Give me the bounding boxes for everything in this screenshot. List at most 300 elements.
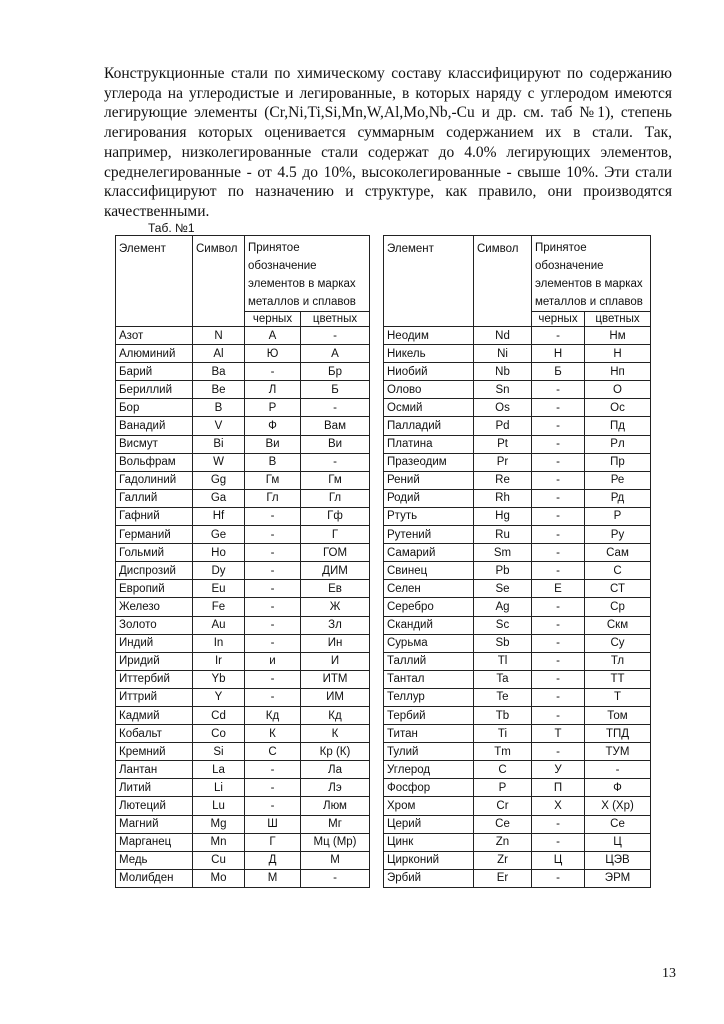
element-symbol: Ir xyxy=(193,652,245,670)
element-symbol: Fe xyxy=(193,598,245,616)
nonferrous-designation: Кд xyxy=(301,706,370,724)
nonferrous-designation: Г xyxy=(301,526,370,544)
ferrous-designation: Ц xyxy=(532,851,585,869)
element-name: Эрбий xyxy=(384,869,474,887)
table-row xyxy=(384,634,651,652)
ferrous-designation: Гм xyxy=(245,471,301,489)
ferrous-designation: - xyxy=(532,399,585,417)
nonferrous-designation: Се xyxy=(585,815,651,833)
element-name: Лютеций xyxy=(116,797,193,815)
table-row xyxy=(384,688,651,706)
table-row xyxy=(384,327,651,345)
element-symbol: Os xyxy=(474,399,532,417)
element-name: Бор xyxy=(116,399,193,417)
ferrous-designation: - xyxy=(532,833,585,851)
ferrous-designation: - xyxy=(245,688,301,706)
header-element: Элемент xyxy=(116,236,193,327)
table-row xyxy=(384,869,651,887)
table-row xyxy=(116,562,370,580)
ferrous-designation: У xyxy=(532,761,585,779)
nonferrous-designation: О xyxy=(585,381,651,399)
element-symbol: Sb xyxy=(474,634,532,652)
element-symbol: Ge xyxy=(193,526,245,544)
ferrous-designation: Б xyxy=(532,363,585,381)
table-row xyxy=(384,652,651,670)
element-name: Индий xyxy=(116,634,193,652)
element-symbol: Tl xyxy=(474,652,532,670)
nonferrous-designation: Су xyxy=(585,634,651,652)
nonferrous-designation: ИМ xyxy=(301,688,370,706)
element-symbol: Li xyxy=(193,779,245,797)
nonferrous-designation: ЭРМ xyxy=(585,869,651,887)
element-name: Родий xyxy=(384,489,474,507)
element-symbol: Pr xyxy=(474,453,532,471)
nonferrous-designation: СТ xyxy=(585,580,651,598)
nonferrous-designation: И xyxy=(301,652,370,670)
header-ferrous: черных xyxy=(532,312,585,327)
table-row xyxy=(116,327,370,345)
element-symbol: Ti xyxy=(474,725,532,743)
element-symbol: Be xyxy=(193,381,245,399)
table-row xyxy=(384,399,651,417)
element-name: Литий xyxy=(116,779,193,797)
element-name: Иридий xyxy=(116,652,193,670)
ferrous-designation: - xyxy=(245,507,301,525)
nonferrous-designation: Ру xyxy=(585,526,651,544)
ferrous-designation: - xyxy=(245,634,301,652)
ferrous-designation: П xyxy=(532,779,585,797)
table-row xyxy=(116,489,370,507)
element-symbol: Nb xyxy=(474,363,532,381)
nonferrous-designation: Люм xyxy=(301,797,370,815)
table-row xyxy=(116,652,370,670)
ferrous-designation: - xyxy=(532,327,585,345)
element-name: Европий xyxy=(116,580,193,598)
table-row xyxy=(116,526,370,544)
elements-table-right xyxy=(383,235,651,888)
table-row xyxy=(116,725,370,743)
table-row xyxy=(384,706,651,724)
table-row xyxy=(116,435,370,453)
table-row xyxy=(116,761,370,779)
nonferrous-designation: Пр xyxy=(585,453,651,471)
nonferrous-designation: К xyxy=(301,725,370,743)
element-name: Магний xyxy=(116,815,193,833)
header-symbol: Символ xyxy=(193,236,245,327)
ferrous-designation: - xyxy=(245,779,301,797)
element-name: Железо xyxy=(116,598,193,616)
element-symbol: Eu xyxy=(193,580,245,598)
element-symbol: Te xyxy=(474,688,532,706)
element-name: Цирконий xyxy=(384,851,474,869)
header-designation: Принятое обозначение элементов в марках металлов и сплавов xyxy=(245,236,370,312)
nonferrous-designation: Скм xyxy=(585,616,651,634)
ferrous-designation: - xyxy=(245,526,301,544)
body-paragraph: Конструкционные стали по химическому составу классифицируют по содержанию углерода на углеродистые и легированные, в которых наряду с углеродом имеются легирующие элементы (Cr,Ni,Ti,Si,Mn,W,Al,Mo,Nb,-Cu и др. см. таб №1), степень легирования которых оценивается суммарным содержанием их в стали. Так, например, низколегированные стали содержат до 4.0% легирующих элементов, среднелегированные - от 4.5 до 10%, высоколегированные - свыше 10%. Эти стали классифицируют по назначению и структуре, как правило, они производятся качественными. xyxy=(104,65,672,220)
element-symbol: W xyxy=(193,453,245,471)
table-row xyxy=(384,743,651,761)
element-name: Цинк xyxy=(384,833,474,851)
element-symbol: Gg xyxy=(193,471,245,489)
element-symbol: Yb xyxy=(193,670,245,688)
nonferrous-designation: А xyxy=(301,345,370,363)
element-name: Иттербий xyxy=(116,670,193,688)
ferrous-designation: - xyxy=(532,489,585,507)
nonferrous-designation: ТПД xyxy=(585,725,651,743)
nonferrous-designation: Пд xyxy=(585,417,651,435)
element-name: Германий xyxy=(116,526,193,544)
ferrous-designation: - xyxy=(532,616,585,634)
table-row xyxy=(384,761,651,779)
table-row xyxy=(116,598,370,616)
table-row xyxy=(384,833,651,851)
element-name: Бериллий xyxy=(116,381,193,399)
nonferrous-designation: Рл xyxy=(585,435,651,453)
element-name: Скандий xyxy=(384,616,474,634)
table-row xyxy=(384,779,651,797)
table-row xyxy=(116,453,370,471)
element-name: Празеодим xyxy=(384,453,474,471)
nonferrous-designation: Нм xyxy=(585,327,651,345)
nonferrous-designation: Ла xyxy=(301,761,370,779)
table-row xyxy=(116,670,370,688)
ferrous-designation: Ф xyxy=(245,417,301,435)
nonferrous-designation: Рд xyxy=(585,489,651,507)
table-row xyxy=(384,797,651,815)
nonferrous-designation: М xyxy=(301,851,370,869)
ferrous-designation: - xyxy=(532,869,585,887)
nonferrous-designation: - xyxy=(585,761,651,779)
element-symbol: Ta xyxy=(474,670,532,688)
element-symbol: Ho xyxy=(193,544,245,562)
element-symbol: Ru xyxy=(474,526,532,544)
nonferrous-designation: Том xyxy=(585,706,651,724)
element-symbol: Sm xyxy=(474,544,532,562)
nonferrous-designation: Ев xyxy=(301,580,370,598)
nonferrous-designation: Гм xyxy=(301,471,370,489)
table-row xyxy=(116,779,370,797)
element-name: Никель xyxy=(384,345,474,363)
table-row xyxy=(384,489,651,507)
element-symbol: Ba xyxy=(193,363,245,381)
nonferrous-designation: - xyxy=(301,453,370,471)
nonferrous-designation: - xyxy=(301,327,370,345)
element-name: Галлий xyxy=(116,489,193,507)
nonferrous-designation: ГОМ xyxy=(301,544,370,562)
element-name: Гадолиний xyxy=(116,471,193,489)
ferrous-designation: - xyxy=(532,471,585,489)
nonferrous-designation: ИТМ xyxy=(301,670,370,688)
ferrous-designation: - xyxy=(245,598,301,616)
element-symbol: Rh xyxy=(474,489,532,507)
element-name: Осмий xyxy=(384,399,474,417)
ferrous-designation: Ви xyxy=(245,435,301,453)
ferrous-designation: - xyxy=(532,670,585,688)
ferrous-designation: А xyxy=(245,327,301,345)
element-symbol: Cu xyxy=(193,851,245,869)
header-ferrous: черных xyxy=(245,312,301,327)
element-symbol: Er xyxy=(474,869,532,887)
ferrous-designation: Л xyxy=(245,381,301,399)
ferrous-designation: К xyxy=(245,725,301,743)
element-symbol: P xyxy=(474,779,532,797)
element-symbol: V xyxy=(193,417,245,435)
element-symbol: Pb xyxy=(474,562,532,580)
table-row xyxy=(116,688,370,706)
table-row xyxy=(384,471,651,489)
element-name: Рутений xyxy=(384,526,474,544)
element-name: Ртуть xyxy=(384,507,474,525)
element-symbol: Ag xyxy=(474,598,532,616)
ferrous-designation: Ш xyxy=(245,815,301,833)
ferrous-designation: - xyxy=(532,507,585,525)
table-row xyxy=(116,634,370,652)
ferrous-designation: - xyxy=(245,580,301,598)
table-row xyxy=(116,471,370,489)
ferrous-designation: - xyxy=(245,670,301,688)
element-symbol: Hg xyxy=(474,507,532,525)
nonferrous-designation: Н xyxy=(585,345,651,363)
element-symbol: Tb xyxy=(474,706,532,724)
element-symbol: In xyxy=(193,634,245,652)
element-symbol: Ga xyxy=(193,489,245,507)
table-row xyxy=(384,526,651,544)
nonferrous-designation: Бр xyxy=(301,363,370,381)
element-name: Селен xyxy=(384,580,474,598)
header-element: Элемент xyxy=(384,236,474,327)
ferrous-designation: - xyxy=(532,435,585,453)
ferrous-designation: - xyxy=(532,417,585,435)
page-number: 13 xyxy=(662,966,676,981)
ferrous-designation: Х xyxy=(532,797,585,815)
element-name: Золото xyxy=(116,616,193,634)
element-symbol: Dy xyxy=(193,562,245,580)
table-row xyxy=(116,381,370,399)
element-name: Теллур xyxy=(384,688,474,706)
element-name: Ниобий xyxy=(384,363,474,381)
element-name: Кремний xyxy=(116,743,193,761)
nonferrous-designation: Ос xyxy=(585,399,651,417)
table-row xyxy=(384,363,651,381)
element-name: Фосфор xyxy=(384,779,474,797)
nonferrous-designation: Кр (К) xyxy=(301,743,370,761)
table-row xyxy=(116,815,370,833)
element-symbol: Zr xyxy=(474,851,532,869)
element-name: Вольфрам xyxy=(116,453,193,471)
ferrous-designation: - xyxy=(532,815,585,833)
table-row xyxy=(384,507,651,525)
nonferrous-designation: С xyxy=(585,562,651,580)
table-row xyxy=(116,833,370,851)
element-symbol: Al xyxy=(193,345,245,363)
element-name: Медь xyxy=(116,851,193,869)
element-name: Хром xyxy=(384,797,474,815)
element-name: Тантал xyxy=(384,670,474,688)
element-symbol: N xyxy=(193,327,245,345)
element-name: Сурьма xyxy=(384,634,474,652)
nonferrous-designation: Х (Хр) xyxy=(585,797,651,815)
ferrous-designation: - xyxy=(245,544,301,562)
element-symbol: Mg xyxy=(193,815,245,833)
table-caption: Таб. №1 xyxy=(148,221,195,235)
header-nonferrous: цветных xyxy=(585,312,651,327)
element-symbol: Co xyxy=(193,725,245,743)
element-symbol: Zn xyxy=(474,833,532,851)
nonferrous-designation: Лэ xyxy=(301,779,370,797)
elements-table-left xyxy=(115,235,370,888)
nonferrous-designation: - xyxy=(301,869,370,887)
ferrous-designation: Т xyxy=(532,725,585,743)
element-symbol: Ni xyxy=(474,345,532,363)
table-row xyxy=(384,815,651,833)
ferrous-designation: - xyxy=(532,453,585,471)
element-symbol: Au xyxy=(193,616,245,634)
ferrous-designation: - xyxy=(532,652,585,670)
element-symbol: Cd xyxy=(193,706,245,724)
nonferrous-designation: ДИМ xyxy=(301,562,370,580)
ferrous-designation: В xyxy=(245,453,301,471)
header-symbol: Символ xyxy=(474,236,532,327)
table-row xyxy=(384,562,651,580)
element-name: Неодим xyxy=(384,327,474,345)
element-name: Олово xyxy=(384,381,474,399)
nonferrous-designation: Т xyxy=(585,688,651,706)
ferrous-designation: Е xyxy=(532,580,585,598)
element-name: Церий xyxy=(384,815,474,833)
element-symbol: La xyxy=(193,761,245,779)
ferrous-designation: - xyxy=(532,526,585,544)
ferrous-designation: Н xyxy=(532,345,585,363)
nonferrous-designation: Ж xyxy=(301,598,370,616)
nonferrous-designation: Сам xyxy=(585,544,651,562)
element-symbol: Mn xyxy=(193,833,245,851)
table-row xyxy=(116,507,370,525)
table-row xyxy=(116,580,370,598)
table-row xyxy=(384,453,651,471)
element-symbol: Ce xyxy=(474,815,532,833)
table-row xyxy=(116,706,370,724)
table-row xyxy=(116,544,370,562)
element-symbol: Nd xyxy=(474,327,532,345)
table-row xyxy=(116,345,370,363)
table-row xyxy=(116,797,370,815)
element-symbol: Si xyxy=(193,743,245,761)
table-row xyxy=(384,417,651,435)
nonferrous-designation: Зл xyxy=(301,616,370,634)
element-name: Кобальт xyxy=(116,725,193,743)
element-name: Висмут xyxy=(116,435,193,453)
ferrous-designation: - xyxy=(245,761,301,779)
element-symbol: C xyxy=(474,761,532,779)
ferrous-designation: - xyxy=(245,797,301,815)
ferrous-designation: Гл xyxy=(245,489,301,507)
element-name: Рений xyxy=(384,471,474,489)
table-row xyxy=(116,363,370,381)
element-symbol: Re xyxy=(474,471,532,489)
ferrous-designation: и xyxy=(245,652,301,670)
element-symbol: Lu xyxy=(193,797,245,815)
element-name: Тербий xyxy=(384,706,474,724)
element-symbol: Sn xyxy=(474,381,532,399)
nonferrous-designation: Б xyxy=(301,381,370,399)
element-symbol: Pt xyxy=(474,435,532,453)
element-name: Гафний xyxy=(116,507,193,525)
table-row xyxy=(384,381,651,399)
element-name: Углерод xyxy=(384,761,474,779)
element-symbol: Tm xyxy=(474,743,532,761)
element-symbol: B xyxy=(193,399,245,417)
element-symbol: Y xyxy=(193,688,245,706)
table-row xyxy=(384,616,651,634)
ferrous-designation: - xyxy=(245,616,301,634)
table-row xyxy=(384,544,651,562)
table-row xyxy=(384,580,651,598)
table-row xyxy=(384,345,651,363)
ferrous-designation: - xyxy=(245,562,301,580)
element-name: Барий xyxy=(116,363,193,381)
element-name: Таллий xyxy=(384,652,474,670)
element-symbol: Bi xyxy=(193,435,245,453)
nonferrous-designation: Ср xyxy=(585,598,651,616)
table-row xyxy=(384,435,651,453)
nonferrous-designation: ЦЭВ xyxy=(585,851,651,869)
nonferrous-designation: Мц (Мр) xyxy=(301,833,370,851)
element-name: Свинец xyxy=(384,562,474,580)
nonferrous-designation: Ви xyxy=(301,435,370,453)
element-name: Ванадий xyxy=(116,417,193,435)
element-name: Алюминий xyxy=(116,345,193,363)
nonferrous-designation: Ре xyxy=(585,471,651,489)
table-row xyxy=(116,743,370,761)
ferrous-designation: Р xyxy=(245,399,301,417)
table-row xyxy=(116,869,370,887)
header-nonferrous: цветных xyxy=(301,312,370,327)
table-row xyxy=(116,417,370,435)
nonferrous-designation: ТТ xyxy=(585,670,651,688)
nonferrous-designation: Ф xyxy=(585,779,651,797)
nonferrous-designation: Р xyxy=(585,507,651,525)
ferrous-designation: - xyxy=(245,363,301,381)
element-symbol: Mo xyxy=(193,869,245,887)
table-row xyxy=(384,851,651,869)
ferrous-designation: - xyxy=(532,706,585,724)
nonferrous-designation: Тл xyxy=(585,652,651,670)
nonferrous-designation: Гл xyxy=(301,489,370,507)
element-name: Серебро xyxy=(384,598,474,616)
ferrous-designation: Ю xyxy=(245,345,301,363)
ferrous-designation: М xyxy=(245,869,301,887)
ferrous-designation: - xyxy=(532,634,585,652)
nonferrous-designation: Вам xyxy=(301,417,370,435)
element-symbol: Pd xyxy=(474,417,532,435)
element-name: Палладий xyxy=(384,417,474,435)
ferrous-designation: - xyxy=(532,544,585,562)
nonferrous-designation: Ц xyxy=(585,833,651,851)
element-symbol: Se xyxy=(474,580,532,598)
table-row xyxy=(384,725,651,743)
ferrous-designation: - xyxy=(532,598,585,616)
element-name: Иттрий xyxy=(116,688,193,706)
table-row xyxy=(116,851,370,869)
table-row xyxy=(384,670,651,688)
element-name: Диспрозий xyxy=(116,562,193,580)
nonferrous-designation: - xyxy=(301,399,370,417)
ferrous-designation: Г xyxy=(245,833,301,851)
ferrous-designation: Д xyxy=(245,851,301,869)
element-symbol: Hf xyxy=(193,507,245,525)
nonferrous-designation: Гф xyxy=(301,507,370,525)
ferrous-designation: - xyxy=(532,688,585,706)
